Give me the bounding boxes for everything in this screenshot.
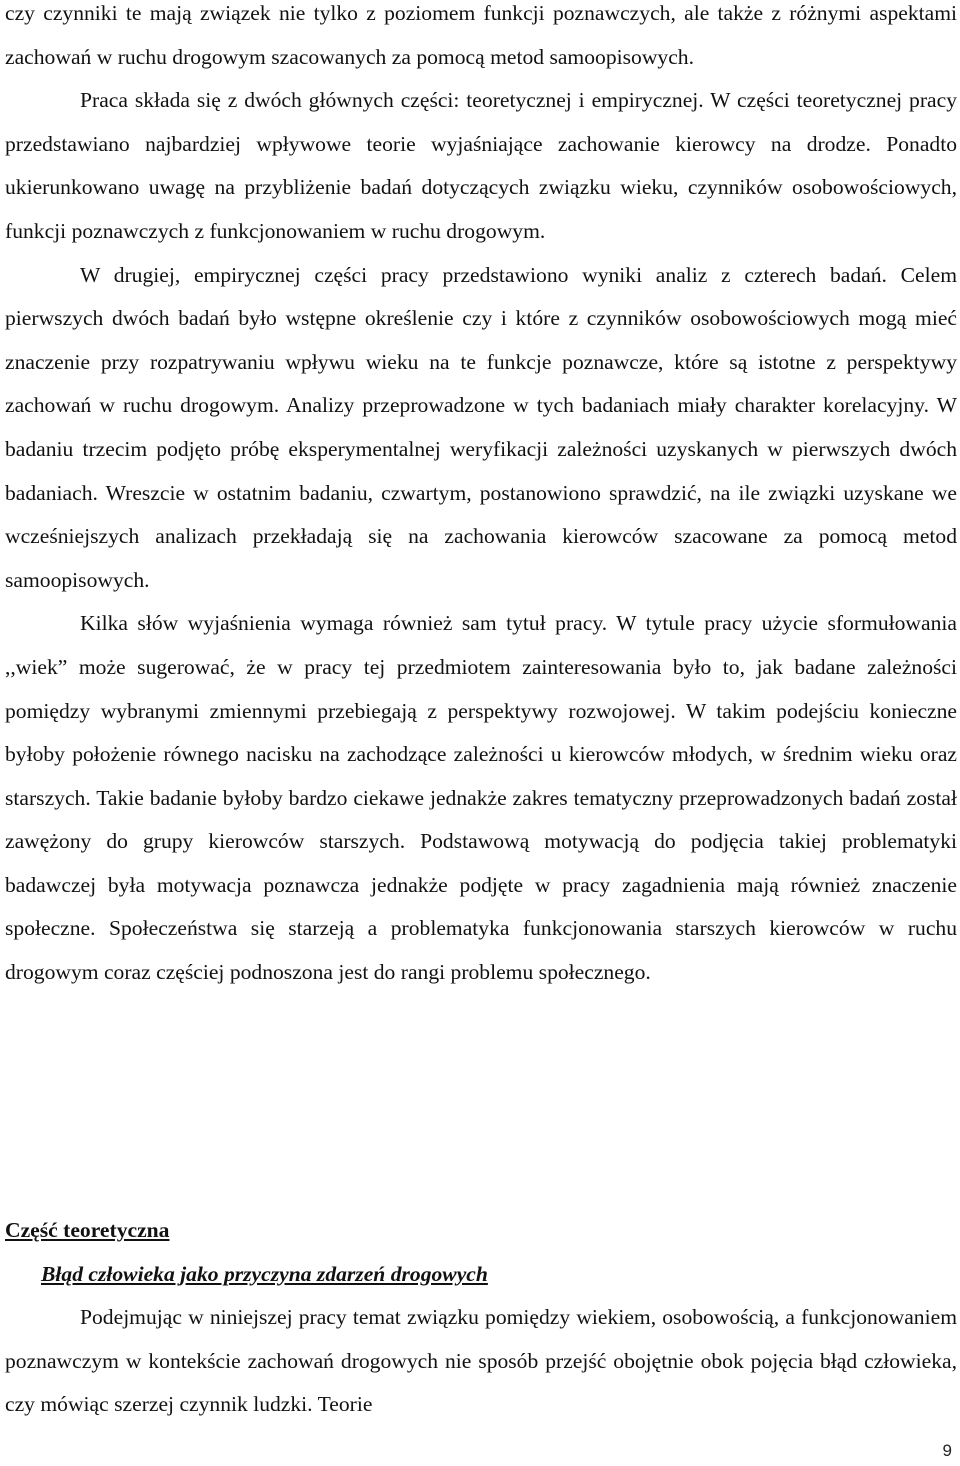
paragraph-structure: Praca składa się z dwóch głównych części: teoretycznej i empirycznej. W części teoretycznej pracy przedstawiano najbardziej wpływowe teorie wyjaśniające zachowanie kierowcy na drodze. Ponadto ukierunkowano uwagę na przybliżenie badań dotyczących związku wieku, czynników osobowościowych, funkcji poznawczych z funkcjonowaniem w ruchu drogowym. (5, 88, 957, 243)
paragraph-continuation: czy czynniki te mają związek nie tylko z poziomem funkcji poznawczych, ale także z różnymi aspektami zachowań w ruchu drogowym szacowanych za pomocą metod samoopisowych. (5, 1, 957, 69)
subsection-heading: Błąd człowieka jako przyczyna zdarzeń drogowych (41, 1261, 488, 1286)
section-heading: Część teoretyczna (5, 1218, 170, 1242)
paragraph-title-explanation: Kilka słów wyjaśnienia wymaga również sam tytuł pracy. W tytule pracy użycie sformułowania ,,wiek” może sugerować, że w pracy tej przedmiotem zainteresowania było to, jak badane zależności pomiędzy wybranymi zmiennymi przebiegają z perspektywy rozwojowej. W takim podejściu konieczne byłoby położenie równego nacisku na zachodzące zależności u kierowców młodych, w średnim wieku oraz starszych. Takie badanie byłoby bardzo ciekawe jednakże zakres tematyczny przeprowadzonych badań został zawężony do grupy kierowców starszych. Podstawową motywacją do podjęcia takiej problematyki badawczej była motywacja poznawcza jednakże podjęte w pracy zagadnienia mają również znaczenie społeczne. Społeczeństwa się starzeją a problematyka funkcjonowania starszych kierowców w ruchu drogowym coraz częściej podnoszona jest do rangi problemu społecznego. (5, 611, 957, 985)
body-text-bottom (5, 1209, 957, 1427)
paragraph-human-error: Podejmując w niniejszej pracy temat związku pomiędzy wiekiem, osobowością, a funkcjonowaniem poznawczym w kontekście zachowań drogowych nie sposób przejść obojętnie obok pojęcia błąd człowieka, czy mówiąc szerzej czynnik ludzki. Teorie (5, 1305, 957, 1417)
page-number: 9 (942, 1441, 952, 1460)
paragraph-empirical: W drugiej, empirycznej części pracy przedstawiono wyniki analiz z czterech badań. Celem pierwszych dwóch badań było wstępne określenie czy i które z czynników osobowościowych mogą mieć znaczenie przy rozpatrywaniu wpływu wieku na te funkcje poznawcze, które są istotne z perspektywy zachowań w ruchu drogowym. Analizy przeprowadzone w tych badaniach miały charakter korelacyjny. W badaniu trzecim podjęto próbę eksperymentalnej weryfikacji zależności uzyskanych w pierwszych dwóch badaniach. Wreszcie w ostatnim badaniu, czwartym, postanowiono sprawdzić, na ile związki uzyskane we wcześniejszych analizach przekładają się na zachowania kierowców szacowane za pomocą metod samoopisowych. (5, 262, 957, 592)
body-text-top (5, 0, 957, 995)
